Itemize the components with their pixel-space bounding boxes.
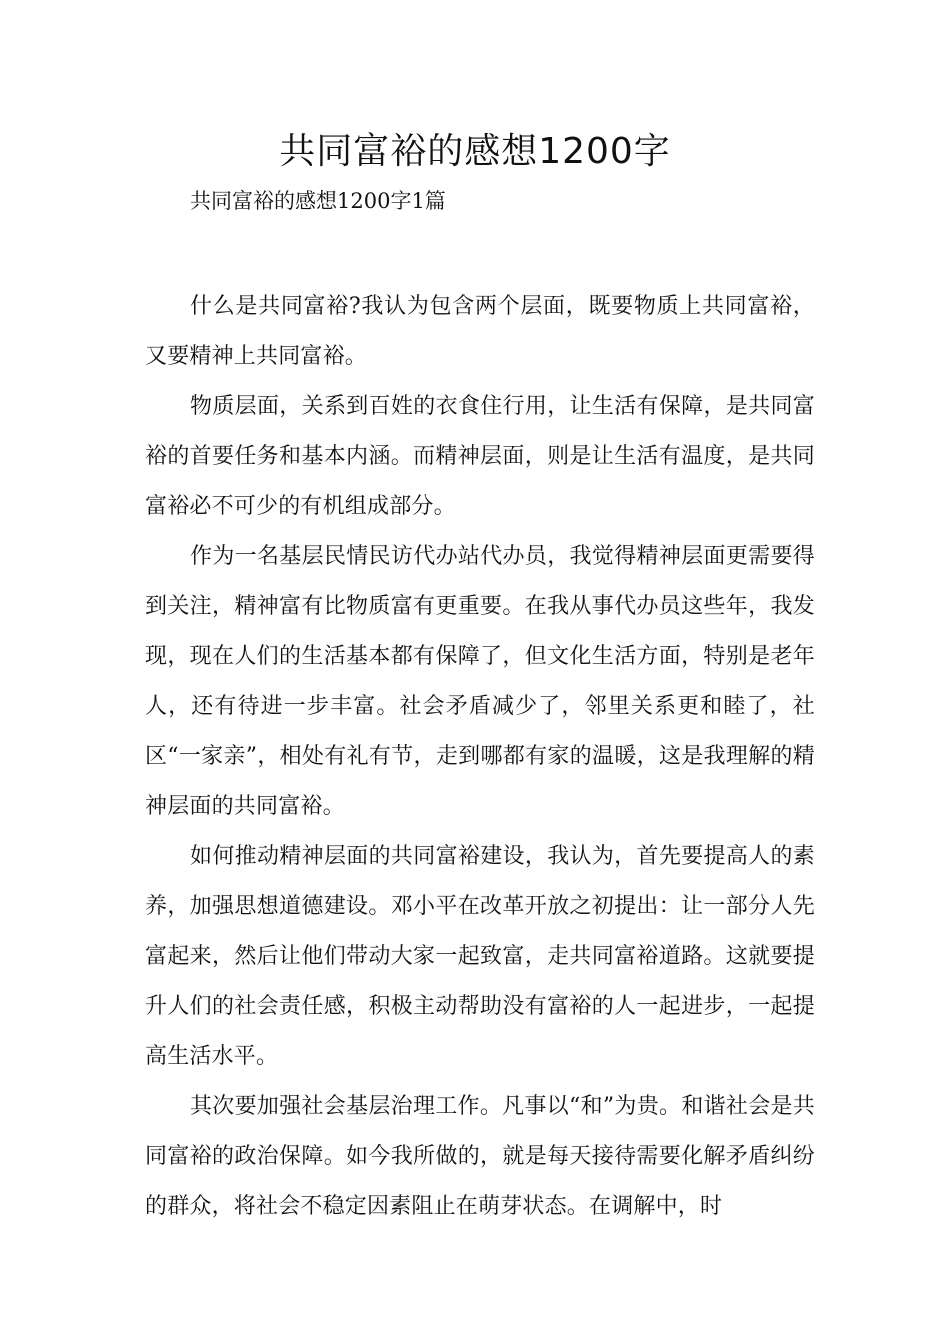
document-body — [145, 282, 815, 1232]
document-subtitle: 共同富裕的感想1200字1篇 — [190, 189, 446, 213]
paragraph: 物质层面，关系到百姓的衣食住行用，让生活有保障，是共同富裕的首要任务和基本内涵。而精神层面，则是让生活有温度，是共同富裕必不可少的有机组成部分。 — [145, 394, 815, 519]
paragraph: 作为一名基层民情民访代办站代办员，我觉得精神层面更需要得到关注，精神富有比物质富有更重要。在我从事代办员这些年，我发现，现在人们的生活基本都有保障了，但文化生活方面，特别是老年人，还有待进一步丰富。社会矛盾减少了，邻里关系更和睦了，社区“一家亲”，相处有礼有节，走到哪都有家的温暖，这是我理解的精神层面的共同富裕。 — [145, 544, 815, 819]
document-title: 共同富裕的感想1200字 — [279, 131, 671, 172]
paragraph: 如何推动精神层面的共同富裕建设，我认为，首先要提高人的素养，加强思想道德建设。邓小平在改革开放之初提出：让一部分人先富起来，然后让他们带动大家一起致富，走共同富裕道路。这就要提升人们的社会责任感，积极主动帮助没有富裕的人一起进步，一起提高生活水平。 — [145, 844, 815, 1069]
paragraph: 其次要加强社会基层治理工作。凡事以“和”为贵。和谐社会是共同富裕的政治保障。如今我所做的，就是每天接待需要化解矛盾纠纷的群众，将社会不稳定因素阻止在萌芽状态。在调解中，时 — [145, 1094, 815, 1219]
paragraph: 什么是共同富裕?我认为包含两个层面，既要物质上共同富裕，又要精神上共同富裕。 — [145, 294, 815, 369]
